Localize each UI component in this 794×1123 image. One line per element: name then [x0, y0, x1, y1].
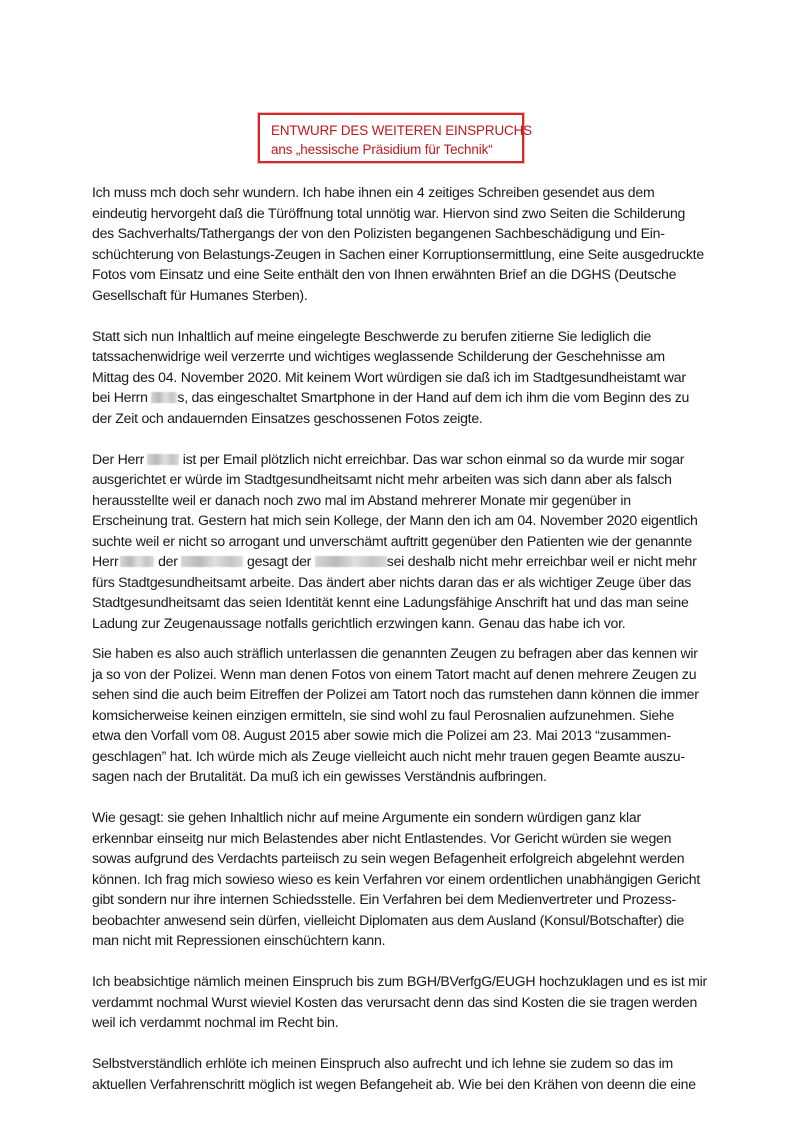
- text-fragment: gesagt der: [243, 553, 315, 569]
- text-line: [92, 551, 712, 572]
- text-line: können. Ich frag mich sowieso wieso es kein Verfahren vor einem ordentlichen unabhängigen Gericht: [92, 870, 700, 887]
- paragraph-6: [92, 971, 712, 1033]
- draft-title-line-2: ans „hessische Präsidium für Technik“: [271, 142, 493, 157]
- text-line: sehen sind die auch beim Eitreffen der Polizei am Tatort noch das rumstehen dann können die immer: [92, 686, 699, 702]
- text-line: eindeutig hervorgeht daß die Türöffnung total unnötig war. Hiervon sind zwo Seiten die Schilderung: [92, 204, 686, 221]
- paragraph-2: [92, 326, 712, 429]
- paragraph-5: [92, 807, 712, 951]
- paragraph-1: [92, 182, 712, 305]
- text-line: sowas aufgrund des Verdachts parteiisch zu sein wegen Befagenheit erfolgreich abgelehnt werden: [92, 850, 685, 866]
- text-line: [92, 449, 712, 470]
- text-line: etwa den Vorfall vom 08. August 2015 aber sowie mich die Polizei am 23. Mai 2013 “zusammen-: [92, 727, 671, 743]
- text-line: Ich muss mch doch sehr wundern. Ich habe ihnen ein 4 zeitiges Schreiben gesendet aus dem: [92, 184, 655, 200]
- text-line: sagen nach der Brutalität. Da muß ich ein gewisses Verständnis aufbringen.: [92, 768, 547, 784]
- text-line: herausstellte weil er danach noch zwo mal im Abstand mehrerer Monate mir gegenüber in: [92, 491, 631, 508]
- draft-title-line-1: ENTWURF DES WEITEREN EINSPRUCHS: [271, 123, 533, 138]
- text-line: aktuellen Verfahrenschritt möglich ist wegen Befangeheit ab. Wie bei den Krähen von deenn die eine: [92, 1075, 696, 1092]
- redacted-name: [147, 454, 179, 465]
- redacted-name: [151, 392, 177, 403]
- text-fragment: ist per Email plötzlich nicht erreichbar. Das war schon einmal so da wurde mir sogar: [179, 450, 685, 467]
- text-line: beobachter anwesend sein dürfen, vielleicht Diplomaten aus dem Ausland (Konsul/Botschafter) die: [92, 911, 685, 928]
- text-line: komsicherweise keinen einzigen ermitteln, sie sind wohl zu faul Perosnalien aufzunehmen. Siehe: [92, 706, 675, 723]
- text-line: suchte weil er nicht so arrogant und unverschämt auftritt gegenüber den Patienten wie der genannte: [92, 532, 692, 549]
- text-line: Erscheinung trat. Gestern hat mich sein Kollege, der Mann den ich am 04. November 2020 eigentlich: [92, 512, 698, 528]
- text-line: verdammt nochmal Wurst wieviel Kosten das verursacht denn das sind Kosten die sie tragen werden: [92, 993, 698, 1010]
- draft-title-box: [258, 113, 533, 163]
- text-fragment: der: [154, 553, 182, 569]
- text-line: Stadtgesundheitsamt das seien Identität kennt eine Ladungsfähige Anschrift hat und das man seine: [92, 594, 689, 610]
- text-line: gibt sondern nur ihre internen Schiedsstelle. Ein Verfahren bei dem Medienvertreter und Prozess-: [92, 891, 676, 907]
- text-line: ausgerichtet er würde im Stadtgesundheitsamt nicht mehr arbeiten was sich dann aber als falsch: [92, 471, 672, 487]
- letter-body: [92, 182, 712, 1094]
- redacted-name: [120, 556, 154, 567]
- text-fragment: Herr: [92, 553, 119, 569]
- redacted-name: [181, 556, 243, 567]
- text-line: Fotos vom Einsatz und eine Seite enthält den von Ihnen erwähnten Brief an die DGHS (Deutsche: [92, 266, 677, 282]
- text-line: Wie gesagt: sie gehen Inhaltlich nichr auf meine Argumente ein sondern würdigen ganz klar: [92, 809, 641, 825]
- text-line: man nicht mit Repressionen einschüchtern kann.: [92, 932, 386, 948]
- text-fragment: s, das eingeschaltet Smartphone in der Hand auf dem ich ihm die vom Beginn des zu: [177, 389, 690, 405]
- text-line: erkennbar einseitg nur mich Belastendes aber nicht Entlastendes. Vor Gericht würden sie wegen: [92, 829, 672, 846]
- text-line: Ich beabsichtige nämlich meinen Einspruch bis zum BGH/BVerfgG/EUGH hochzuklagen und es ist mir: [92, 973, 707, 989]
- text-fragment: Der Herr: [92, 450, 145, 467]
- text-line: Ladung zur Zeugenaussage notfalls gerichtlich erzwingen kann. Genau das habe ich vor.: [92, 614, 626, 631]
- text-line: Gesellschaft für Humanes Sterben).: [92, 286, 308, 303]
- redacted-name: [315, 556, 387, 567]
- text-line: des Sachverhalts/Tathergangs der von den Polizisten begangenen Sachbeschädigung und Ein-: [92, 225, 665, 241]
- paragraph-3: [92, 449, 712, 634]
- text-line: geschlagen” hat. Ich würde mich als Zeuge vielleicht auch nicht mehr trauen gegen Beamte auszu-: [92, 747, 685, 764]
- text-line: Mittag des 04. November 2020. Mit keinem Wort würdigen sie daß ich im Stadtgesundheistamt war: [92, 368, 686, 385]
- text-line: tatssachenwidrige weil verzerrte und wichtiges weglassende Schilderung der Geschehnisse am: [92, 348, 665, 364]
- text-line: schüchterung von Belastungs-Zeugen in Sachen einer Korruptionsermittlung, eine Seite ausgedruckte: [92, 245, 704, 262]
- text-fragment: sei deshalb nicht mehr erreichbar weil er nicht mehr: [386, 553, 697, 569]
- text-line: [92, 387, 712, 408]
- text-line: ja so von der Polizei. Wenn man denen Fotos von einem Tatort macht auf denen mehrere Zeugen zu: [92, 665, 697, 682]
- paragraph-7: [92, 1053, 712, 1094]
- text-line: Selbstverständlich erhlöte ich meinen Einspruch also aufrecht und ich lehne sie zudem so das im: [92, 1055, 674, 1071]
- text-line: fürs Stadtgesundheitsamt arbeite. Das ändert aber nichts daran das er als wichtiger Zeuge über das: [92, 573, 692, 590]
- paragraph-4: [92, 643, 712, 787]
- text-line: Sie haben es also auch sträflich unterlassen die genannten Zeugen zu befragen aber das kennen wir: [92, 645, 698, 661]
- text-line: der Zeit och andauernden Einsatzes geschossenen Fotos zeigte.: [92, 409, 483, 426]
- text-line: weil ich verdammt nochmal im Recht bin.: [92, 1014, 339, 1030]
- text-fragment: bei Herrn: [92, 389, 152, 405]
- text-line: Statt sich nun Inhaltlich auf meine eingelegte Beschwerde zu berufen zitierne Sie lediglich die: [92, 327, 652, 344]
